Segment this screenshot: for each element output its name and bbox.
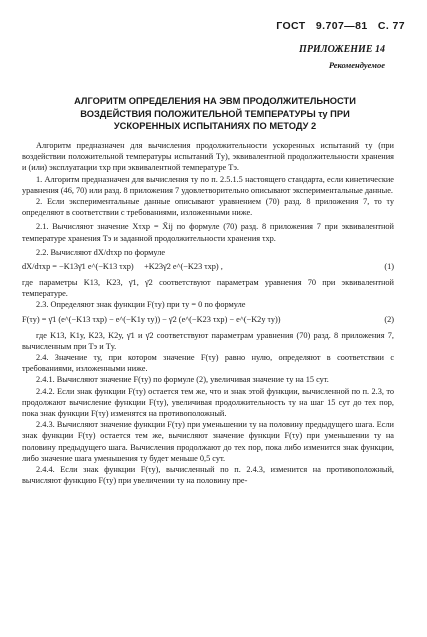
paragraph-2-2: 2.2. Вычисляют dX/dτхр по формуле [36,247,166,257]
formula-1-lhs: dX/dτхр = −K13γ̄1 e^(−K13 τхр) [22,262,134,272]
paragraph-2-3-params: где K13, K1у, K23, K2у, γ̄1 и γ̄2 соответствуют параметрам уравнения (70) разд. 8 приложения 7, вычисленным при Tэ и Tу. [22,330,394,351]
paragraph-2-1: 2.1. Вычисляют значение Xτхр = X̄ij по формуле (70) разд. 8 приложения 7 при эквивалентной температуре хранения Tэ и заданной продолжительности хранения τхр. [22,222,394,243]
standard-number: 9.707—81 [315,20,368,32]
page-header [269,20,405,32]
paragraph-2-2-params: где параметры K13, K23, γ̄1, γ̄2 соответствуют параметрам уравнения 70 при эквивалентной температуре. [22,278,394,299]
paragraph-2-4: 2.4. Значение τу, при котором значение F(τу) равно нулю, определяют в соответствии с требованиями, изложенными ниже. [22,353,394,374]
paragraph-1: 1. Алгоритм предназначен для вычисления τу по п. 2.5.1.5 настоящего стандарта, если кинетические уравнения (46, 70) или разд. 8 приложения 7 удовлетворительно описывают экспериментальные данные. [22,174,394,195]
formula-1-rhs: +K23γ̄2 e^(−K23 τхр) , [144,262,223,272]
page-number: С. 77 [377,20,405,32]
paragraph-2-4-2: 2.4.2. Если знак функции F(τу) остается тем же, что и знак этой функции, вычисленной по п. 2.3, то продолжают вычисление функции F(τу), увеличивая продолжительность τу на шаг 15 сут до тех пор, пока знак функции F(τу) изменятся на противоположный. [22,386,394,419]
title-line-2: ВОЗДЕЙСТВИЯ ПОЛОЖИТЕЛЬНОЙ ТЕМПЕРАТУРЫ τу ПРИ [80,108,350,119]
formula-1-number: (1) [384,262,394,272]
title-line-3: УСКОРЕННЫХ ИСПЫТАНИЯХ ПО МЕТОДУ 2 [113,121,317,132]
formula-2-body: F(τу) = γ̄1 (e^(−K13 τхр) − e^(−K1у τу)) − γ̄2 (e^(−K23 τхр) − e^(−K2у τу)) [22,314,281,324]
document-title [22,95,408,133]
appendix-label: ПРИЛОЖЕНИЕ 14 [299,44,385,55]
paragraph-2-3: 2.3. Определяют знак функции F(τу) при τу = 0 по формуле [36,300,246,310]
paragraph-2-4-3: 2.4.3. Вычисляют значение функции F(τу) при уменьшении τу на половину предыдущего шага. Если знак функции F(τу) остается тем же, вычисляют значение функции F(τу) при уменьшении τу на половину предыдущего шага. Вычисления продолжают до тех пор, пока либо изменится знак функции, либо значение шага уменьшения τу будет меньше 0,5 сут. [22,420,394,463]
paragraph-2-4-4: 2.4.4. Если знак функции F(τу), вычисленный по п. 2.4.3, изменится на противоположный, вычисляют функцию F(τу) при увеличении τу на половину пре- [22,465,394,486]
formula-2-number: (2) [384,314,394,324]
formula-1 [22,261,394,275]
formula-2 [22,314,394,327]
document-body [22,140,394,486]
standard-label: ГОСТ [276,20,306,32]
appendix-status: Рекомендуемое [328,60,385,70]
title-line-1: АЛГОРИТМ ОПРЕДЕЛЕНИЯ НА ЭВМ ПРОДОЛЖИТЕЛЬНОСТИ [74,96,356,106]
intro-paragraph: Алгоритм предназначен для вычисления продолжительности ускоренных испытаний τу (при воздействии положительной температуры испытаний Tу), эквивалентной продолжительности хранения и (или) эксплуатации τхр при эквивалентной температуре Tэ. [22,141,394,173]
paragraph-2: 2. Если экспериментальные данные описывают уравнением (70) разд. 8 приложения 7, то τу определяют в соответствии с требованиями, изложенными ниже. [22,197,394,218]
paragraph-2-4-1: 2.4.1. Вычисляют значение F(τу) по формуле (2), увеличивая значение τу на 15 сут. [36,375,329,385]
